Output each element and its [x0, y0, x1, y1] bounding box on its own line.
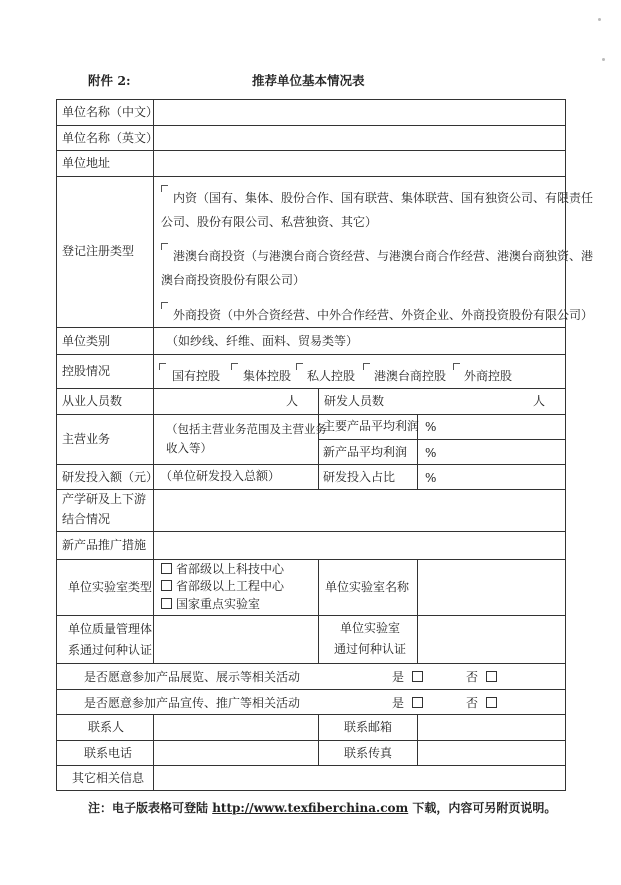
promotion-field[interactable]: [154, 532, 565, 559]
email-field[interactable]: [418, 715, 565, 740]
qms-field[interactable]: [154, 616, 318, 663]
rd-ratio-label: 研发投入占比: [323, 470, 396, 484]
fax-field[interactable]: [418, 741, 565, 765]
publicity-no[interactable]: 否: [466, 696, 501, 710]
reg-option-3-checkbox[interactable]: [161, 302, 168, 309]
lab-option-2-checkbox[interactable]: [161, 580, 172, 591]
reg-option-2-line2: 澳台商投资股份有限公司）: [161, 273, 306, 287]
reg-option-1-line1: 内资（国有、集体、股份合作、国有联营、集体联营、国有独资公司、有限责任: [173, 191, 594, 205]
promotion-label: 新产品推广措施: [62, 538, 147, 552]
download-link[interactable]: http://www.texfiberchina.com: [212, 801, 409, 815]
name-cn-label: 单位名称（中文）: [62, 105, 159, 119]
rd-staff-label: 研发人员数: [324, 394, 385, 408]
page-title: 推荐单位基本情况表: [252, 73, 365, 88]
holding-foreign-label: 外商控股: [464, 369, 513, 383]
exhibit-yes-checkbox[interactable]: [412, 671, 423, 682]
main-business-hint-1: （包括主营业务范围及主营业务: [166, 422, 327, 436]
cooperation-label-1: 产学研及上下游: [62, 492, 147, 506]
exhibit-no[interactable]: 否: [466, 670, 501, 684]
staff-unit: 人: [286, 394, 299, 408]
reg-option-3-line1: 外商投资（中外合资经营、中外合作经营、外资企业、外商投资股份有限公司）: [173, 308, 594, 322]
holding-collective-label: 集体控股: [243, 369, 292, 383]
rd-staff-unit: 人: [533, 394, 546, 408]
holding-hkmt-checkbox[interactable]: [363, 363, 370, 370]
phone-field[interactable]: [154, 741, 318, 765]
scan-dot: [602, 58, 605, 61]
cooperation-field[interactable]: [154, 490, 565, 531]
publicity-yes-checkbox[interactable]: [412, 697, 423, 708]
holding-collective-checkbox[interactable]: [231, 363, 238, 370]
footer-note: 注：电子版表格可登陆 http://www.texfiberchina.com 下载，内容可另附页说明。: [88, 801, 557, 815]
contact-label: 联系人: [88, 720, 125, 734]
lab-cert-label-1: 单位实验室: [340, 621, 401, 635]
reg-option-2-checkbox[interactable]: [161, 243, 168, 250]
cooperation-label-2: 结合情况: [62, 512, 111, 526]
holding-hkmt-label: 港澳台商控股: [374, 369, 447, 383]
rd-ratio-unit: %: [425, 471, 437, 485]
name-en-field[interactable]: [154, 126, 565, 150]
main-business-hint-2: 收入等）: [166, 441, 212, 455]
publicity-question: 是否愿意参加产品宣传、推广等相关活动: [84, 696, 301, 710]
holding-state-label: 国有控股: [172, 369, 221, 383]
attachment-label: 附件 2:: [88, 73, 131, 88]
address-label: 单位地址: [62, 156, 111, 170]
name-en-label: 单位名称（英文）: [62, 131, 159, 145]
qms-label-2: 系通过何种认证: [68, 643, 153, 657]
publicity-yes[interactable]: 是: [392, 696, 427, 710]
rd-investment-label: 研发投入额（元）: [62, 470, 159, 484]
publicity-no-checkbox[interactable]: [486, 697, 497, 708]
exhibit-no-checkbox[interactable]: [486, 671, 497, 682]
lab-name-label: 单位实验室名称: [325, 580, 410, 594]
exhibit-question: 是否愿意参加产品展览、展示等相关活动: [84, 670, 301, 684]
new-profit-label: 新产品平均利润: [323, 445, 408, 459]
email-label: 联系邮箱: [344, 720, 393, 734]
reg-option-2-line1: 港澳台商投资（与港澳台商合资经营、与港澳台商合作经营、港澳台商独资、港: [173, 249, 594, 263]
rd-investment-hint: （单位研发投入总额）: [160, 469, 281, 483]
lab-option-3-checkbox[interactable]: [161, 598, 172, 609]
qms-label-1: 单位质量管理体: [68, 622, 153, 636]
lab-option-1[interactable]: 省部级以上科技中心: [161, 562, 284, 576]
exhibit-yes[interactable]: 是: [392, 670, 427, 684]
reg-option-1-checkbox[interactable]: [161, 185, 168, 192]
lab-cert-field[interactable]: [418, 616, 565, 663]
reg-type-label: 登记注册类型: [62, 244, 135, 258]
holding-private-label: 私人控股: [307, 369, 356, 383]
reg-option-1-line2: 公司、股份有限公司、私营独资、其它）: [161, 215, 378, 229]
unit-category-hint: （如纱线、纤维、面料、贸易类等）: [166, 334, 359, 348]
unit-category-label: 单位类别: [62, 334, 111, 348]
address-field[interactable]: [154, 151, 565, 176]
new-profit-unit: %: [425, 446, 437, 460]
holding-label: 控股情况: [62, 364, 111, 378]
lab-option-3[interactable]: 国家重点实验室: [161, 597, 260, 611]
lab-option-1-checkbox[interactable]: [161, 563, 172, 574]
contact-field[interactable]: [154, 715, 318, 740]
holding-private-checkbox[interactable]: [296, 363, 303, 370]
holding-state-checkbox[interactable]: [159, 363, 166, 370]
main-profit-unit: %: [425, 420, 437, 434]
main-business-label: 主营业务: [62, 432, 111, 446]
scan-dot: [598, 18, 601, 21]
phone-label: 联系电话: [84, 746, 133, 760]
name-cn-field[interactable]: [154, 100, 565, 125]
main-profit-label: 主要产品平均利润: [323, 419, 420, 433]
staff-label: 从业人员数: [62, 394, 123, 408]
holding-foreign-checkbox[interactable]: [453, 363, 460, 370]
lab-cert-label-2: 通过何种认证: [334, 642, 407, 656]
other-info-label: 其它相关信息: [72, 771, 145, 785]
lab-name-field[interactable]: [418, 560, 565, 615]
other-info-field[interactable]: [154, 766, 565, 790]
lab-option-2[interactable]: 省部级以上工程中心: [161, 579, 284, 593]
lab-type-label: 单位实验室类型: [68, 580, 153, 594]
fax-label: 联系传真: [344, 746, 393, 760]
